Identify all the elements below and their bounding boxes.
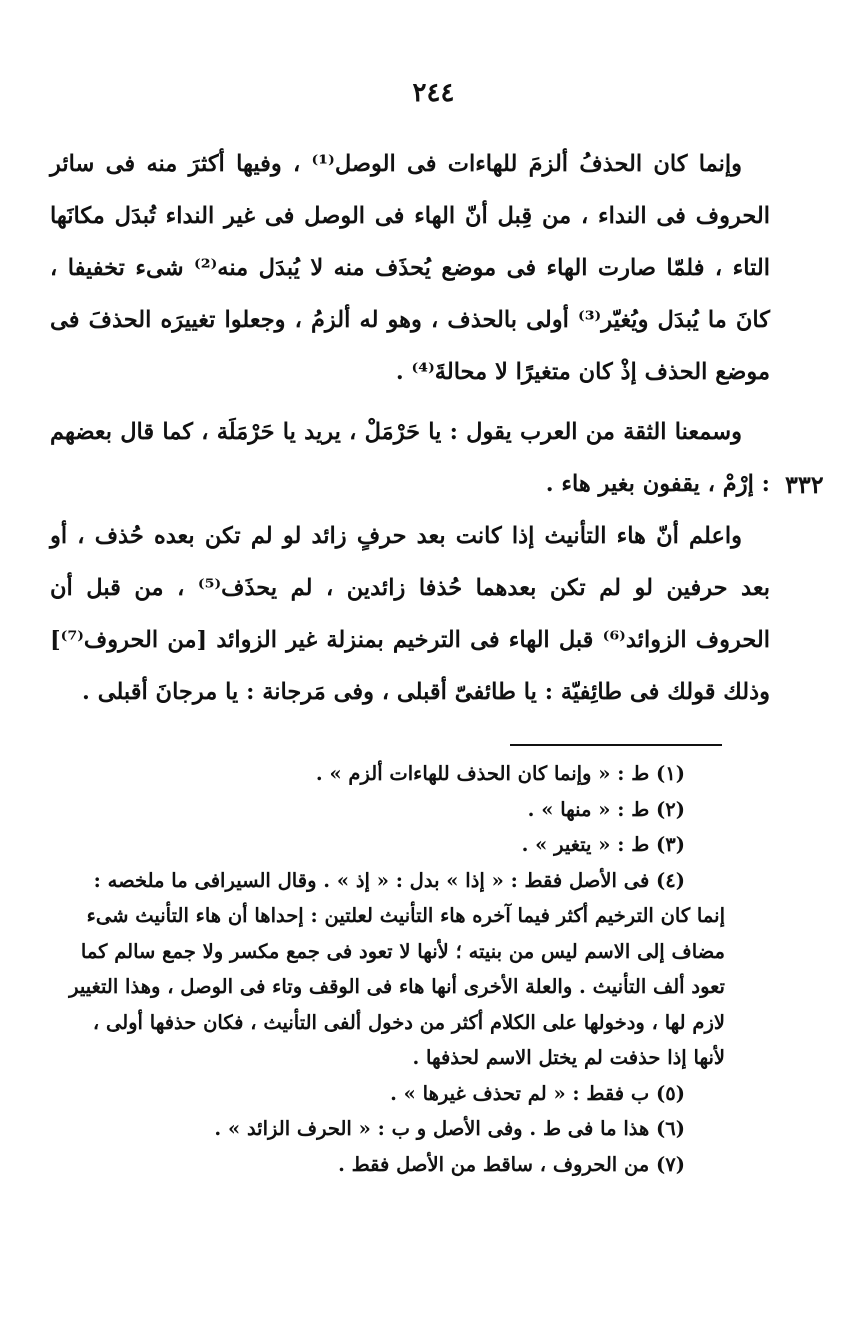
footnote-4-continued: إنما كان الترخيم أكثر فيما آخره هاء التأنيث لعلتين : إحداها أن هاء التأنيث شىء مضاف إلى الاسم ليس من بنيته ؛ لأنها لا تعود فى جمع مكسر ولا جمع سالم كما تعود ألف التأنيث . والعلة الأخرى أنها هاء فى الوقف وتاء فى الوصل ، وهذا التغيير لازم لها ، ودخولها على الكلام أكثر من دخول ألفى التأنيث ، فكان حذفها أولى ، لأنها إذا حذفت لم يختل الاسم لحذفها . [69,904,725,1069]
footnote-5: (٥) ب فقط : « لم تحذف غيرها » . [390,1081,685,1105]
footnote-2: (٢) ط : « منها » . [527,797,685,821]
paragraph-1: وإنما كان الحذفُ ألزمَ للهاءات فى الوصل⁽¹⁾ ، وفيها أكثرَ منه فى سائر الحروف فى النداء ، من قِبل أنّ الهاء فى الوصل فى غير النداء تُبدَل مكانَها التاء ، فلمّا صارت الهاء فى موضع يُحذَف منه لا يُبدَل منه⁽²⁾ شىء تخفيفا ، كانَ ما يُبدَل ويُغيّر⁽³⁾ أولى بالحذف ، وهو له ألزمُ ، وجعلوا تغييرَه الحذفَ فى موضع الحذف إذْ كان متغيرًا لا محالةَ⁽⁴⁾ . [50,151,770,385]
footnotes [60,756,725,1182]
page-number: ٢٤٤ [412,78,455,108]
footnote-1: (١) ط : « وإنما كان الحذف للهاءات ألزم » . [315,762,685,785]
paragraph-2: وسمعنا الثقة من العرب يقول : يا حَرْمَلْ ، يريد يا حَرْمَلَة ، كما قال بعضهم : إرْمْ ، يقفون بغير هاء . [50,419,770,497]
paragraph-3: واعلم أنّ هاء التأنيث إذا كانت بعد حرفٍ زائد لو لم تكن بعده حُذف ، أو بعد حرفين لو لم تكن بعدهما حُذفا زائدين ، لم يحذَف⁽⁵⁾ ، من قبل أن الحروف الزوائد⁽⁶⁾ قبل الهاء فى الترخيم بمنزلة غير الزوائد [من الحروف⁽⁷⁾] وذلك قولك فى طائِفيّة : يا طائفىّ أقبلى ، وفى مَرجانة : يا مرجانَ أقبلى . [50,523,770,705]
footnote-divider [510,744,722,746]
footnote-6: (٦) هذا ما فى ط . وفى الأصل و ب : « الحرف الزائد » . [214,1117,685,1140]
footnote-4: (٤) فى الأصل فقط : « إذا » بدل : « إذ » . وقال السيرافى ما ملخصه : [93,868,685,892]
footnote-7: (٧) من الحروف ، ساقط من الأصل فقط . [338,1152,685,1176]
margin-section-number: ٣٣٢ [785,470,824,499]
main-text [50,138,770,718]
footnote-3: (٣) ط : « يتغير » . [521,833,685,856]
